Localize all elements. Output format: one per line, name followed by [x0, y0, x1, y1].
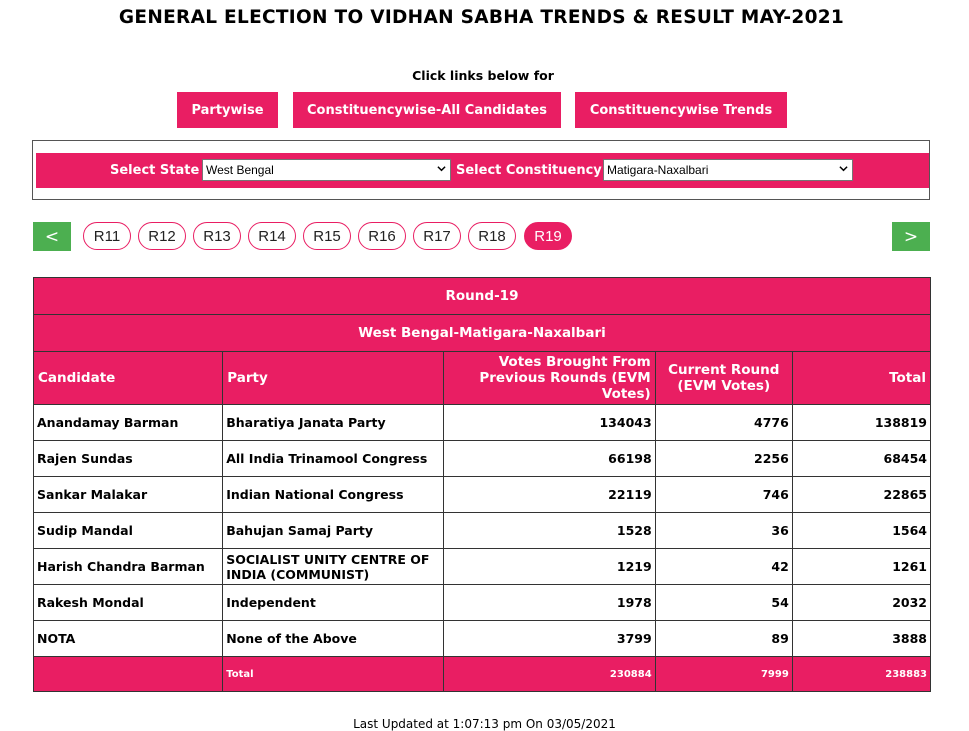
previous-votes: 3799 [444, 621, 655, 657]
round-r19[interactable]: R19 [524, 222, 572, 250]
current-votes: 42 [655, 549, 792, 585]
previous-votes: 1528 [444, 513, 655, 549]
total-votes: 3888 [792, 621, 930, 657]
state-label: Select State [110, 163, 200, 178]
party-name: Bahujan Samaj Party [223, 513, 444, 549]
previous-votes: 134043 [444, 405, 655, 441]
current-votes: 89 [655, 621, 792, 657]
table-row [34, 585, 931, 621]
party-name: All India Trinamool Congress [223, 441, 444, 477]
previous-votes: 66198 [444, 441, 655, 477]
constituency-select[interactable] [603, 159, 853, 181]
next-rounds-button[interactable]: > [892, 222, 930, 251]
total-votes: 138819 [792, 405, 930, 441]
state-select-value: West Bengal [206, 163, 274, 177]
partywise-link[interactable]: Partywise [177, 92, 278, 128]
results-table [33, 277, 931, 692]
table-row [34, 405, 931, 441]
constituencywise-all-candidates-link[interactable]: Constituencywise-All Candidates [293, 92, 561, 128]
candidate-name: Anandamay Barman [34, 405, 223, 441]
round-title: Round-19 [34, 278, 931, 315]
current-votes: 4776 [655, 405, 792, 441]
candidate-name: NOTA [34, 621, 223, 657]
totals-row [34, 657, 931, 692]
prev-rounds-button[interactable]: < [33, 222, 71, 251]
party-name: None of the Above [223, 621, 444, 657]
table-row [34, 477, 931, 513]
header-candidate: Candidate [34, 352, 223, 405]
header-party: Party [223, 352, 444, 405]
previous-votes: 1978 [444, 585, 655, 621]
table-row [34, 549, 931, 585]
current-votes: 54 [655, 585, 792, 621]
candidate-name: Sudip Mandal [34, 513, 223, 549]
constituency-label: Select Constituency [456, 163, 602, 178]
total-votes: 1261 [792, 549, 930, 585]
round-r14[interactable]: R14 [248, 222, 296, 250]
current-votes: 2256 [655, 441, 792, 477]
party-name: Indian National Congress [223, 477, 444, 513]
previous-votes: 22119 [444, 477, 655, 513]
totals-label: Total [223, 657, 444, 692]
party-name: Bharatiya Janata Party [223, 405, 444, 441]
total-votes: 1564 [792, 513, 930, 549]
totals-current: 7999 [655, 657, 792, 692]
totals-blank [34, 657, 223, 692]
candidate-name: Harish Chandra Barman [34, 549, 223, 585]
click-links-text: Click links below for [412, 68, 554, 83]
constituency-select-value: Matigara-Naxalbari [607, 163, 709, 177]
round-r18[interactable]: R18 [468, 222, 516, 250]
candidate-name: Sankar Malakar [34, 477, 223, 513]
party-name: SOCIALIST UNITY CENTRE OF INDIA (COMMUNIST) [223, 549, 444, 585]
round-r17[interactable]: R17 [413, 222, 461, 250]
chevron-down-icon [437, 164, 446, 173]
round-r13[interactable]: R13 [193, 222, 241, 250]
state-select[interactable] [202, 159, 451, 181]
total-votes: 2032 [792, 585, 930, 621]
chevron-down-icon [839, 164, 848, 173]
table-row [34, 441, 931, 477]
total-votes: 22865 [792, 477, 930, 513]
header-previous-votes: Votes Brought From Previous Rounds (EVM Votes) [444, 352, 655, 405]
totals-total: 238883 [792, 657, 930, 692]
header-total: Total [792, 352, 930, 405]
constituency-title: West Bengal-Matigara-Naxalbari [34, 315, 931, 352]
header-current-round: Current Round (EVM Votes) [655, 352, 792, 405]
constituencywise-trends-link[interactable]: Constituencywise Trends [575, 92, 787, 128]
round-r11[interactable]: R11 [83, 222, 131, 250]
round-r12[interactable]: R12 [138, 222, 186, 250]
table-row [34, 513, 931, 549]
last-updated-text: Last Updated at 1:07:13 pm On 03/05/2021 [353, 717, 616, 731]
current-votes: 36 [655, 513, 792, 549]
current-votes: 746 [655, 477, 792, 513]
totals-previous: 230884 [444, 657, 655, 692]
total-votes: 68454 [792, 441, 930, 477]
candidate-name: Rakesh Mondal [34, 585, 223, 621]
round-r16[interactable]: R16 [358, 222, 406, 250]
candidate-name: Rajen Sundas [34, 441, 223, 477]
previous-votes: 1219 [444, 549, 655, 585]
round-r15[interactable]: R15 [303, 222, 351, 250]
table-row [34, 621, 931, 657]
party-name: Independent [223, 585, 444, 621]
page-title: GENERAL ELECTION TO VIDHAN SABHA TRENDS & RESULT MAY-2021 [118, 7, 845, 28]
